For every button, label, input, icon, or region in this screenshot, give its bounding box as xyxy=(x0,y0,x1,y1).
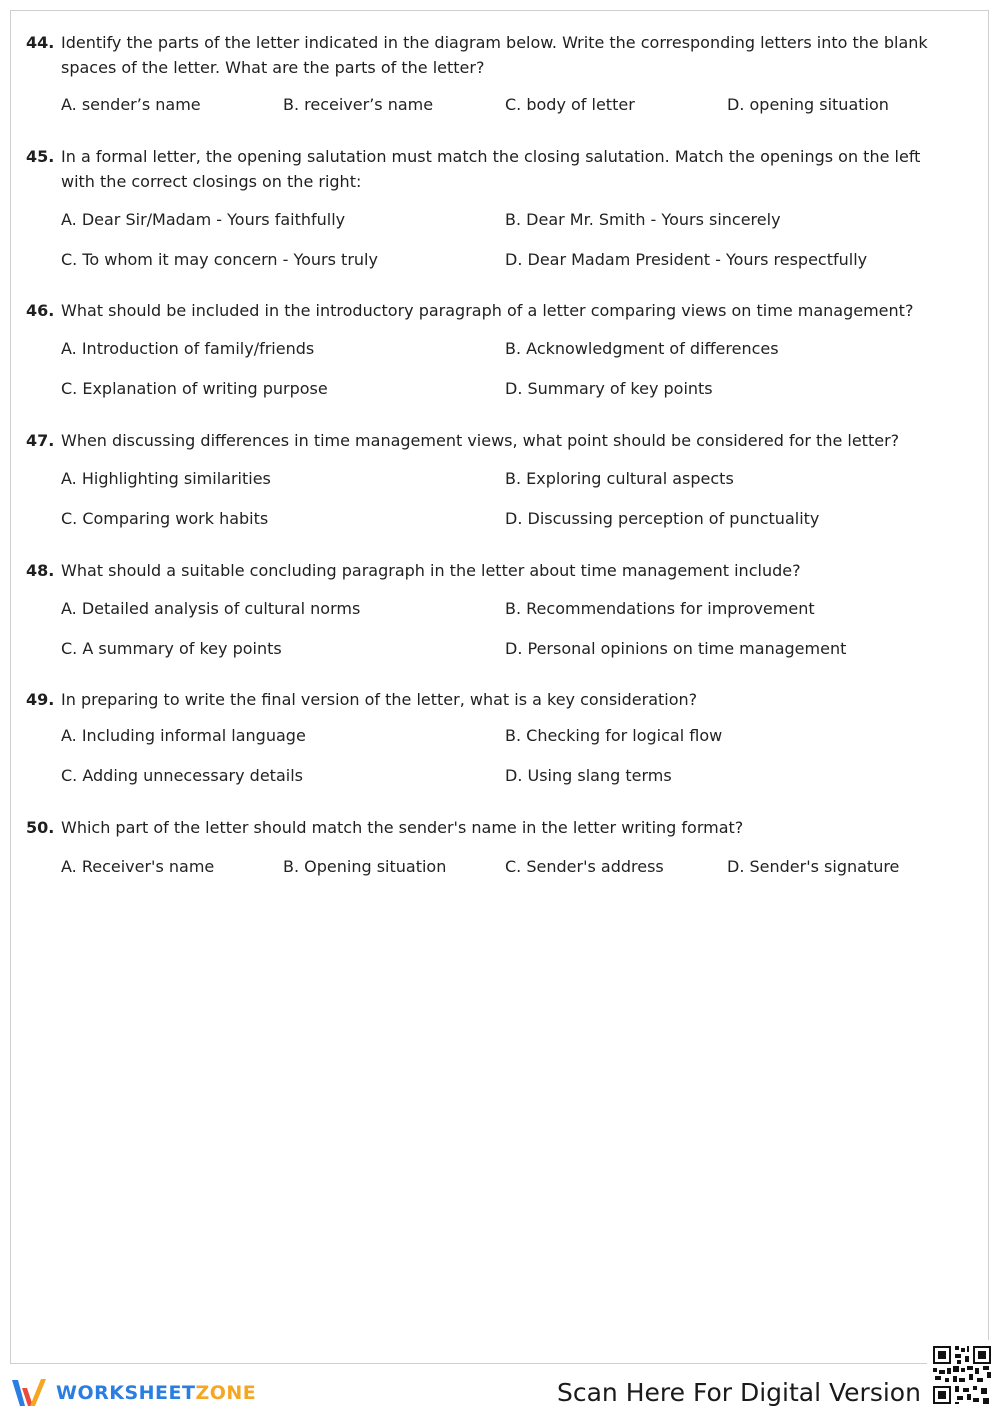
question-number: 48. xyxy=(26,561,55,580)
option-d[interactable]: D. Sender's signature xyxy=(727,857,900,876)
question-45 xyxy=(26,144,946,272)
option-a[interactable]: A. Introduction of family/friends xyxy=(61,339,315,358)
question-44 xyxy=(26,30,946,117)
option-b[interactable]: B. receiver’s name xyxy=(283,95,434,114)
logo-text-worksheet: WORKSHEET xyxy=(56,1382,196,1404)
question-text: Which part of the letter should match the sender's name in the letter writing format? xyxy=(61,818,744,837)
scan-here-label: Scan Here For Digital Version xyxy=(557,1378,921,1407)
option-d[interactable]: D. Discussing perception of punctuality xyxy=(505,509,820,528)
question-number: 45. xyxy=(26,147,55,166)
option-b[interactable]: B. Dear Mr. Smith - Yours sincerely xyxy=(505,210,781,229)
worksheet-zone-logo-icon xyxy=(10,1376,50,1410)
option-b[interactable]: B. Opening situation xyxy=(283,857,447,876)
option-d[interactable]: D. Personal opinions on time management xyxy=(505,639,847,658)
qr-code-icon[interactable] xyxy=(927,1340,997,1410)
question-text: What should a suitable concluding paragraph in the letter about time management include? xyxy=(61,561,801,580)
question-number: 46. xyxy=(26,301,55,320)
question-text: In preparing to write the final version of the letter, what is a key consideration? xyxy=(61,690,698,709)
answer-options xyxy=(61,93,946,117)
option-b[interactable]: B. Recommendations for improvement xyxy=(505,599,815,618)
question-number: 50. xyxy=(26,818,55,837)
question-text: What should be included in the introductory paragraph of a letter comparing views on time management? xyxy=(61,301,914,320)
option-a[interactable]: A. sender’s name xyxy=(61,95,201,114)
option-a[interactable]: A. Dear Sir/Madam - Yours faithfully xyxy=(61,210,346,229)
option-d[interactable]: D. Summary of key points xyxy=(505,379,713,398)
question-text: Identify the parts of the letter indicated in the diagram below. Write the corresponding letters into the blank spaces of the letter. What are the parts of the letter? xyxy=(61,33,928,77)
answer-options xyxy=(61,855,946,879)
answer-options xyxy=(61,467,946,531)
option-b[interactable]: B. Exploring cultural aspects xyxy=(505,469,734,488)
option-b[interactable]: B. Acknowledgment of differences xyxy=(505,339,779,358)
option-b[interactable]: B. Checking for logical flow xyxy=(505,726,723,745)
option-c[interactable]: C. Comparing work habits xyxy=(61,509,269,528)
option-a[interactable]: A. Detailed analysis of cultural norms xyxy=(61,599,361,618)
worksheet-zone-logo[interactable] xyxy=(10,1376,256,1410)
option-c[interactable]: C. body of letter xyxy=(505,95,635,114)
option-d[interactable]: D. Dear Madam President - Yours respectfully xyxy=(505,250,868,269)
logo-wordmark xyxy=(56,1382,256,1404)
option-d[interactable]: D. opening situation xyxy=(727,95,889,114)
option-a[interactable]: A. Highlighting similarities xyxy=(61,469,271,488)
question-48 xyxy=(26,558,946,661)
answer-options xyxy=(61,337,946,401)
option-c[interactable]: C. Adding unnecessary details xyxy=(61,766,303,785)
option-c[interactable]: C. Sender's address xyxy=(505,857,664,876)
option-c[interactable]: C. Explanation of writing purpose xyxy=(61,379,328,398)
option-d[interactable]: D. Using slang terms xyxy=(505,766,672,785)
question-number: 47. xyxy=(26,431,55,450)
option-c[interactable]: C. A summary of key points xyxy=(61,639,282,658)
question-text: In a formal letter, the opening salutation must match the closing salutation. Match the openings on the left with the correct closings on the right: xyxy=(61,147,921,191)
question-number: 44. xyxy=(26,33,55,52)
question-number: 49. xyxy=(26,690,55,709)
question-47 xyxy=(26,428,946,531)
question-50 xyxy=(26,815,946,879)
question-46 xyxy=(26,298,946,401)
option-c[interactable]: C. To whom it may concern - Yours truly xyxy=(61,250,378,269)
answer-options xyxy=(61,597,946,661)
answer-options xyxy=(61,208,946,272)
answer-options xyxy=(61,724,946,788)
question-49 xyxy=(26,687,946,788)
logo-text-zone: ZONE xyxy=(195,1382,257,1404)
option-a[interactable]: A. Receiver's name xyxy=(61,857,215,876)
question-text: When discussing differences in time management views, what point should be considered for the letter? xyxy=(61,431,900,450)
option-a[interactable]: A. Including informal language xyxy=(61,726,306,745)
